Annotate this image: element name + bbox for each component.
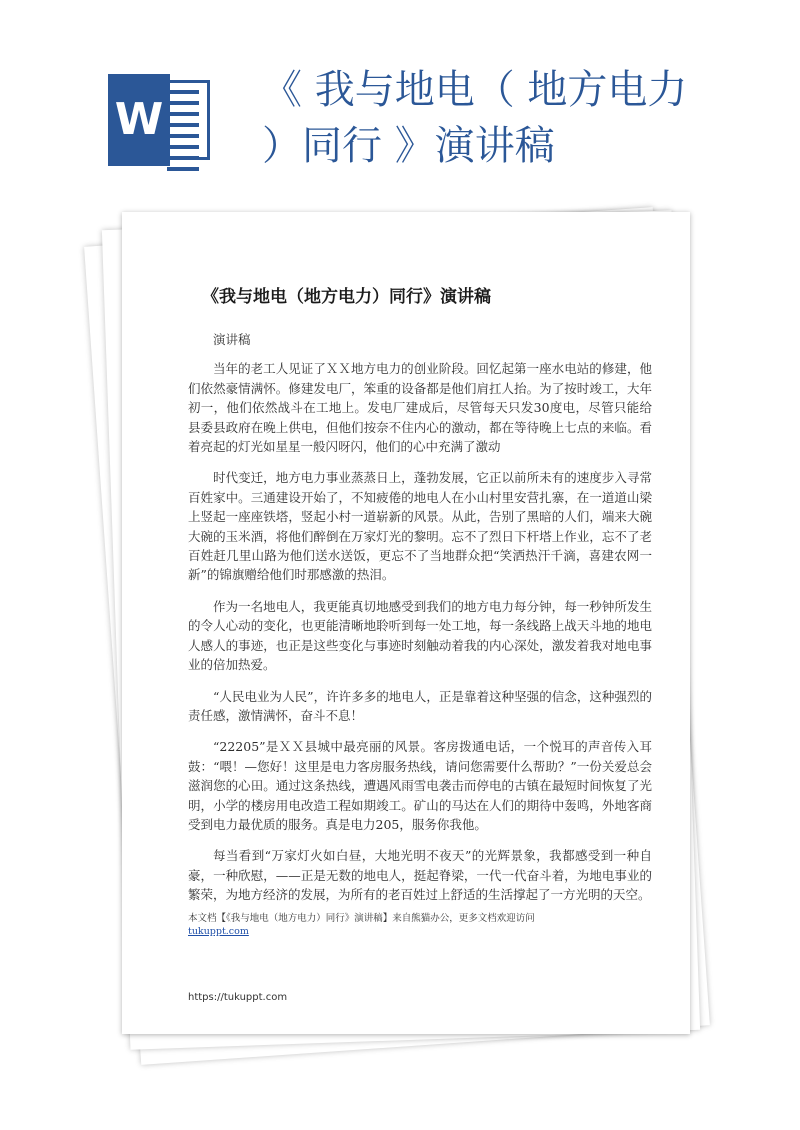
paragraph-label: 演讲稿 — [213, 332, 251, 347]
word-app-icon — [108, 74, 210, 166]
document-page — [122, 212, 690, 1034]
document-title: 《我与地电（地方电力）同行》演讲稿 — [202, 287, 491, 307]
source-link[interactable]: tukuppt.com — [188, 926, 249, 937]
paragraph: 每当看到“万家灯火如白昼，大地光明不夜天”的光辉景象，我都感受到一种自豪，一种欣慰，——正是无数的地电人，挺起脊梁，一代一代奋斗着，为地电事业的繁荣，为地方经济的发展，为所有的老百姓过上舒适的生活撑起了一方光明的天空。 — [188, 848, 652, 903]
word-logo-letter: W — [108, 74, 170, 166]
page-title: 《 我与地电（ 地方电力 ）同行 》演讲稿 — [262, 67, 688, 169]
paragraph: 时代变迁，地方电力事业蒸蒸日上，蓬勃发展，它正以前所未有的速度步入寻常百姓家中。三通建设开始了，不知疲倦的地电人在小山村里安营扎寨，在一道道山梁上竖起一座座铁塔，竖起小村一道崭新的风景。从此，告别了黑暗的人们，端来大碗大碗的玉米酒，将他们醉倒在万家灯光的黎明。忘不了烈日下杆塔上作业，忘不了老百姓赶几里山路为他们送水送饭，更忘不了当地群众把“笑洒热汗千滴，喜建农网一新”的锦旗赠给他们时那感激的热泪。 — [188, 470, 652, 583]
document-body — [188, 330, 652, 917]
paragraph: “人民电业为人民”，许许多多的地电人，正是靠着这种坚强的信念，这种强烈的责任感，激情满怀，奋斗不息！ — [188, 688, 652, 723]
paragraph: “22205”是ＸＸ县城中最亮丽的风景。客房拨通电话，一个悦耳的声音传入耳鼓：“喂！—您好！这里是电力客房服务热线，请问您需要什么帮助？”一份关爱总会滋润您的心田。通过这条热线，遭遇风雨雪电袭击而停电的古镇在最短时间恢复了光明，小学的楼房用电改造工程如期竣工。矿山的马达在人们的期待中轰鸣，外地客商受到电力最优质的服务。真是电力205，服务你我他。 — [188, 739, 652, 832]
site-url[interactable]: https://tukuppt.com — [188, 992, 288, 1003]
source-note — [188, 912, 658, 938]
paragraph: 当年的老工人见证了ＸＸ地方电力的创业阶段。回忆起第一座水电站的修建，他们依然豪情满怀。修建发电厂，笨重的设备都是他们肩扛人抬。为了按时竣工，大年初一，他们依然战斗在工地上。发电厂建成后，尽管每天只发30度电，尽管只能给县委县政府在晚上供电，但他们按奈不住内心的激动，都在等待晚上七点的来临。看着亮起的灯光如星星一般闪呀闪，他们的心中充满了激动 — [188, 361, 652, 455]
source-note-text: 本文档【《我与地电（地方电力）同行》演讲稿】来自熊猫办公，更多文档欢迎访问 — [188, 913, 535, 924]
paragraph: 作为一名地电人，我更能真切地感受到我们的地方电力每分钟，每一秒钟所发生的令人心动的变化，也更能清晰地聆听到每一处工地，每一条线路上战天斗地的地电人感人的事迹，也正是这些变化与事迹时刻触动着我的内心深处，激发着我对地电事业的倍加热爱。 — [188, 598, 652, 673]
